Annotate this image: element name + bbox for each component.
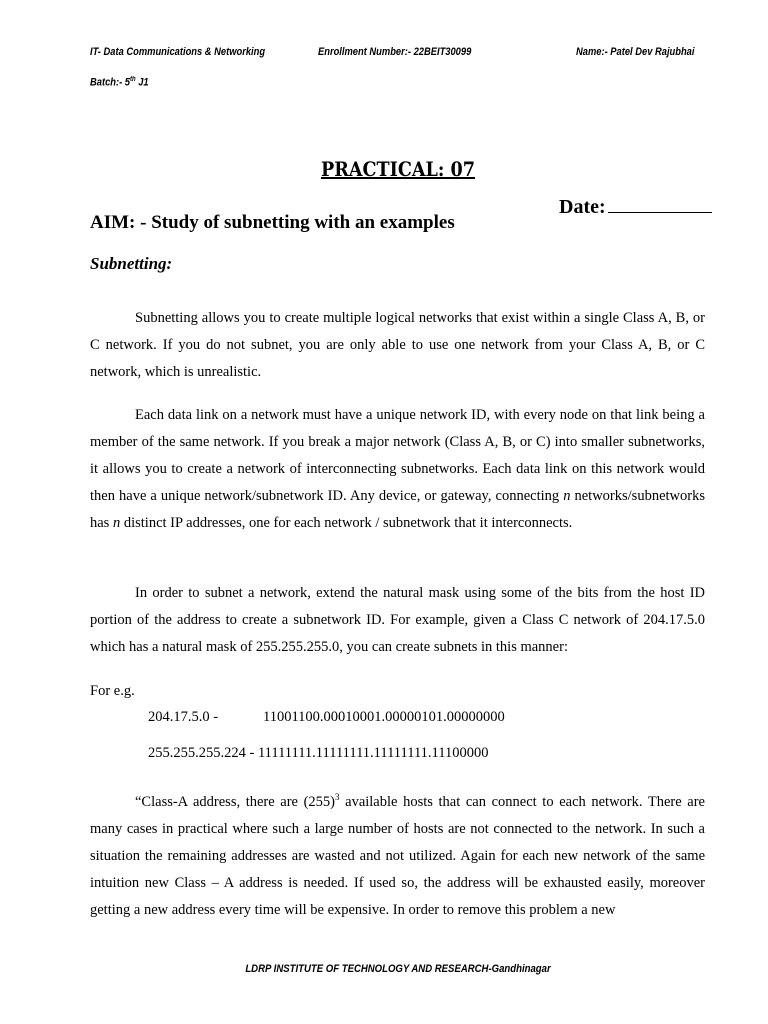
page-title: PRACTICAL: 07: [320, 157, 475, 181]
example-row-1-binary: 11001100.00010001.00000101.00000000: [263, 709, 505, 725]
date-label: Date:: [559, 196, 606, 218]
batch-superscript: th: [130, 76, 136, 83]
paragraph-1: Subnetting allows you to create multiple logical networks that exist within a single Class A, B, or C network. If you do not subnet, you are only able to use one network from your Class A, B, or C network, which is unrealistic.: [90, 310, 705, 380]
batch-prefix: Batch:- 5: [90, 76, 131, 89]
paragraph-2-text-b: networks/subnetworks has: [90, 488, 705, 531]
date-blank-line: [608, 196, 712, 213]
header-batch: [90, 76, 149, 89]
example-label: For e.g.: [90, 683, 135, 699]
batch-suffix: J1: [135, 76, 149, 89]
header-enrollment: Enrollment Number:- 22BEIT30099: [318, 46, 472, 58]
paragraph-2-text-a: Each data link on a network must have a unique network ID, with every node on that link being a member of the same network. If you break a major network (Class A, B, or C) into smaller subnetworks, it allows you to create a network of interconnecting subnetworks. Each data link on this network would then have a unique network/subnetwork ID. Any device, or gateway, connecting: [90, 407, 705, 504]
example-row-1-ip: 204.17.5.0 -: [148, 709, 219, 725]
paragraph-2-variable-n: n: [563, 488, 571, 504]
date-field: [559, 196, 712, 219]
paragraph-4-text-a: “Class-A address, there are (255): [135, 793, 336, 810]
example-row-2: 255.255.255.224 - 11111111.11111111.11111111.11100000: [148, 745, 489, 761]
paragraph-2-text-c: distinct IP addresses, one for each network / subnetwork that it interconnects.: [120, 515, 573, 531]
header-name: Name:- Patel Dev Rajubhai: [576, 46, 695, 58]
page-footer: LDRP INSTITUTE OF TECHNOLOGY AND RESEARCH-Gandhinagar: [245, 963, 551, 975]
paragraph-4: [90, 784, 705, 924]
header-course: IT- Data Communications & Networking: [90, 46, 266, 58]
paragraph-4-text-b: available hosts that can connect to each network. There are many cases in practical where such a large number of hosts are not connected to the network. In such a situation the remaining addresses are wasted and not utilized. Again for each new network of the same intuition new Class – A address is needed. If used so, the address will be exhausted easily, moreover getting a new address every time will be expensive. In order to remove this problem a new: [90, 793, 705, 918]
section-heading: Subnetting:: [90, 254, 173, 273]
exponent: 3: [335, 792, 340, 802]
paragraph-2-variable-n: n: [112, 515, 121, 531]
paragraph-3: In order to subnet a network, extend the natural mask using some of the bits from the host ID portion of the address to create a subnetwork ID. For example, given a Class C network of 204.17.5.0 which has a natural mask of 255.255.255.0, you can create subnets in this manner:: [90, 585, 705, 655]
paragraph-2: [90, 402, 705, 537]
aim-heading: AIM: - Study of subnetting with an examples: [90, 212, 455, 233]
